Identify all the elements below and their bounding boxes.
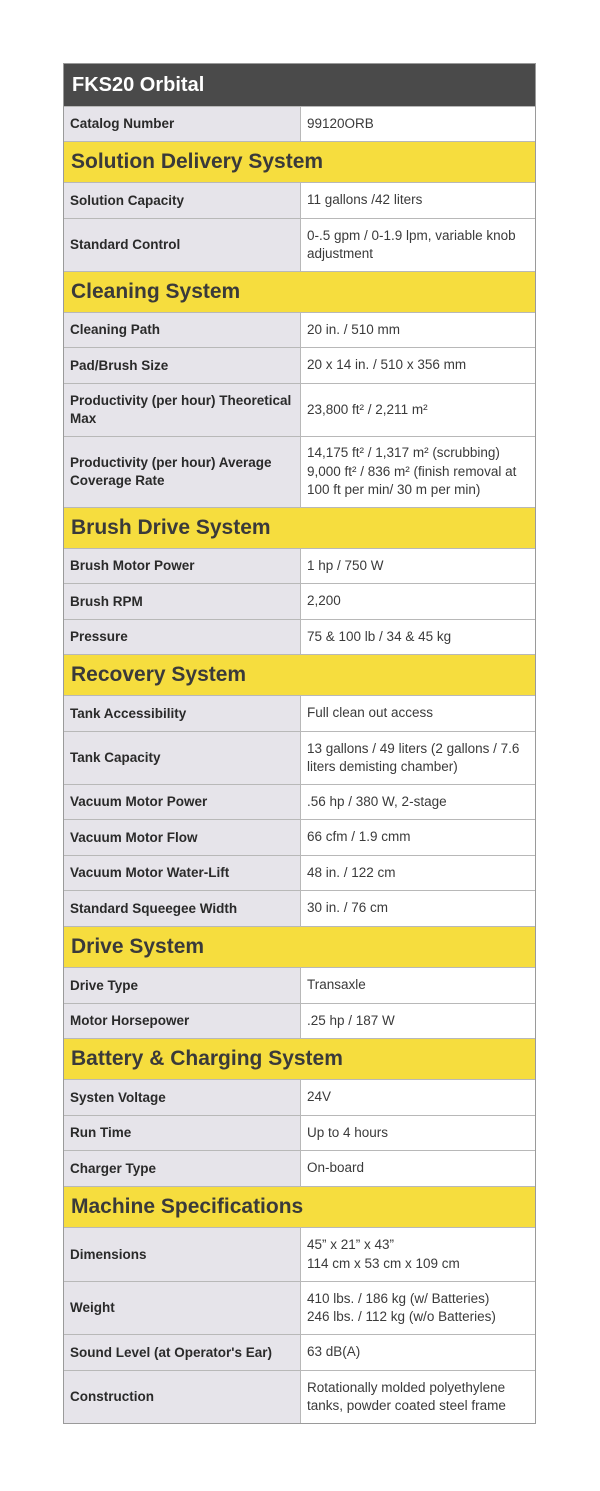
spec-label: Charger Type <box>64 1151 301 1186</box>
section-heading: Solution Delivery System <box>64 141 535 182</box>
spec-label: Systen Voltage <box>64 1080 301 1115</box>
spec-label: Sound Level (at Operator's Ear) <box>64 1335 301 1370</box>
table-row <box>64 1003 535 1038</box>
spec-value: 410 lbs. / 186 kg (w/ Batteries) 246 lbs. / 112 kg (w/o Batteries) <box>301 1282 535 1334</box>
spec-value: 14,175 ft² / 1,317 m² (scrubbing) 9,000 ft² / 836 m² (finish removal at 100 ft per min/ 30 m per min) <box>301 437 535 507</box>
spec-value: 48 in. / 122 cm <box>301 856 535 890</box>
spec-label: Brush RPM <box>64 584 301 619</box>
table-row <box>64 583 535 619</box>
table-row <box>64 1334 535 1370</box>
spec-value: 30 in. / 76 cm <box>301 891 535 926</box>
spec-label: Tank Capacity <box>64 732 301 784</box>
spec-label: Standard Control <box>64 219 301 271</box>
table-row <box>64 619 535 654</box>
section-heading: Brush Drive System <box>64 507 535 548</box>
spec-label: Weight <box>64 1282 301 1334</box>
spec-label: Brush Motor Power <box>64 549 301 583</box>
table-row <box>64 1370 535 1423</box>
spec-label: Motor Horsepower <box>64 1004 301 1038</box>
spec-label: Dimensions <box>64 1228 301 1281</box>
spec-value: Rotationally molded polyethylene tanks, powder coated steel frame <box>301 1371 535 1423</box>
table-row <box>64 819 535 855</box>
spec-label: Tank Accessibility <box>64 696 301 731</box>
spec-sections <box>64 141 535 1423</box>
spec-label: Cleaning Path <box>64 313 301 347</box>
section-heading: Battery & Charging System <box>64 1038 535 1079</box>
section-heading: Drive System <box>64 926 535 967</box>
spec-label: Vacuum Motor Power <box>64 785 301 819</box>
table-row <box>64 967 535 1003</box>
spec-value: 20 x 14 in. / 510 x 356 mm <box>301 348 535 383</box>
spec-value: 0-.5 gpm / 0-1.9 lpm, variable knob adjustment <box>301 219 535 271</box>
table-row <box>64 436 535 507</box>
spec-value: 2,200 <box>301 584 535 619</box>
spec-label: Standard Squeegee Width <box>64 891 301 926</box>
table-row <box>64 784 535 819</box>
table-row <box>64 1079 535 1115</box>
spec-label: Vacuum Motor Water-Lift <box>64 856 301 890</box>
table-row <box>64 890 535 926</box>
spec-value: Transaxle <box>301 968 535 1003</box>
spec-label: Drive Type <box>64 968 301 1003</box>
table-row <box>64 383 535 436</box>
spec-label: Construction <box>64 1371 301 1423</box>
spec-table <box>63 63 536 1424</box>
section-heading: Cleaning System <box>64 271 535 312</box>
spec-label: Vacuum Motor Flow <box>64 820 301 855</box>
spec-label: Productivity (per hour) Theoretical Max <box>64 384 301 436</box>
table-row <box>64 731 535 784</box>
spec-label: Productivity (per hour) Average Coverage Rate <box>64 437 301 507</box>
spec-label: Pressure <box>64 620 301 654</box>
section-heading: Recovery System <box>64 654 535 695</box>
table-row <box>64 695 535 731</box>
spec-label: Pad/Brush Size <box>64 348 301 383</box>
table-row <box>64 1281 535 1334</box>
table-row <box>64 1227 535 1281</box>
spec-value: .25 hp / 187 W <box>301 1004 535 1038</box>
spec-value: 66 cfm / 1.9 cmm <box>301 820 535 855</box>
section-heading: Machine Specifications <box>64 1186 535 1227</box>
spec-value: Full clean out access <box>301 696 535 731</box>
spec-value: 24V <box>301 1080 535 1115</box>
spec-label: Solution Capacity <box>64 183 301 218</box>
spec-label: Run Time <box>64 1116 301 1150</box>
spec-value: 1 hp / 750 W <box>301 549 535 583</box>
spec-value: .56 hp / 380 W, 2-stage <box>301 785 535 819</box>
table-row <box>64 182 535 218</box>
spec-value: 75 & 100 lb / 34 & 45 kg <box>301 620 535 654</box>
spec-value: 45” x 21” x 43” 114 cm x 53 cm x 109 cm <box>301 1228 535 1281</box>
spec-value: 11 gallons /42 liters <box>301 183 535 218</box>
catalog-row <box>64 106 535 141</box>
table-row <box>64 1115 535 1150</box>
table-row <box>64 1150 535 1186</box>
table-row <box>64 347 535 383</box>
spec-value: 13 gallons / 49 liters (2 gallons / 7.6 liters demisting chamber) <box>301 732 535 784</box>
catalog-label: Catalog Number <box>64 107 301 141</box>
table-row <box>64 855 535 890</box>
spec-value: On-board <box>301 1151 535 1186</box>
spec-value: Up to 4 hours <box>301 1116 535 1150</box>
spec-value: 20 in. / 510 mm <box>301 313 535 347</box>
table-row <box>64 312 535 347</box>
table-row <box>64 548 535 583</box>
spec-value: 23,800 ft² / 2,211 m² <box>301 384 535 436</box>
table-row <box>64 218 535 271</box>
table-title: FKS20 Orbital <box>64 64 535 106</box>
spec-value: 63 dB(A) <box>301 1335 535 1370</box>
catalog-value: 99120ORB <box>301 107 535 141</box>
